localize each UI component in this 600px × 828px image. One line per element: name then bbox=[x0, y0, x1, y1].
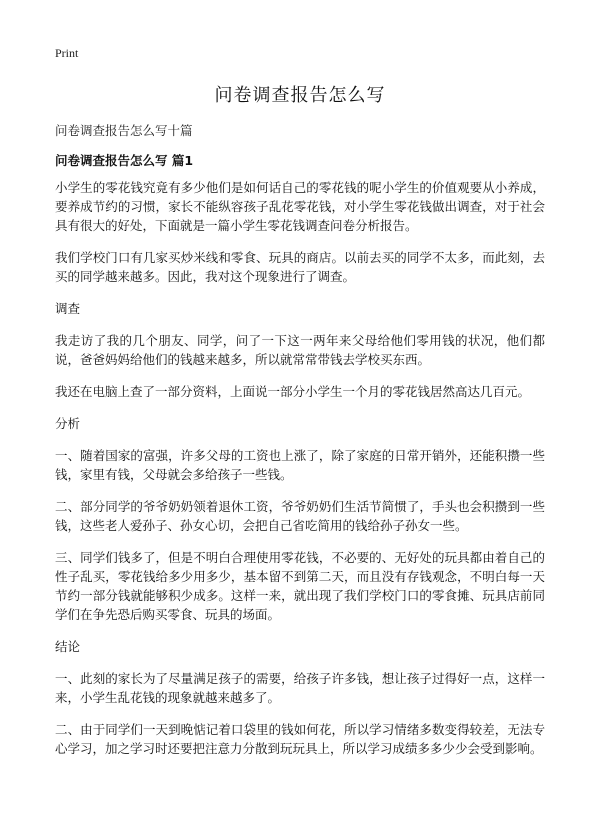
paragraph-conclusion-2: 二、由于同学们一天到晚惦记着口袋里的钱如何花，所以学习情绪多数变得较差，无法专心学习，加之学习时还要把注意力分散到玩玩具上，所以学习成绩多多少少会受到影响。 bbox=[55, 722, 545, 756]
paragraph-background: 我们学校门口有几家买炒米线和零食、玩具的商店。以前去买的同学不太多，而此刻，去买的同学越来越多。因此，我对这个现象进行了调查。 bbox=[55, 250, 545, 284]
paragraph-conclusion-1: 一、此刻的家长为了尽量满足孩子的需要，给孩子许多钱，想让孩子过得好一点，这样一来，小学生乱花钱的现象就越来越多了。 bbox=[55, 671, 545, 705]
heading-survey: 调查 bbox=[55, 301, 81, 316]
paragraph-analysis-3: 三、同学们钱多了，但是不明白合理使用零花钱，不必要的、无好处的玩具都由着自己的性子乱买，零花钱给多少用多少，基本留不到第二天，而且没有存钱观念，不明白每一天节约一部分钱就能够积少成多。这样一来，就出现了我们学校门口的零食摊、玩具店前同学们在争先恐后购买零食、玩具的场面。 bbox=[55, 550, 545, 622]
paragraph-survey-1: 我走访了我的几个朋友、同学，问了一下这一两年来父母给他们零用钱的状况，他们都说，爸爸妈妈给他们的钱越来越多，所以就常常带钱去学校买东西。 bbox=[55, 333, 545, 367]
document-subtitle: 问卷调查报告怎么写十篇 bbox=[55, 123, 193, 138]
paragraph-analysis-1: 一、随着国家的富强，许多父母的工资也上涨了，除了家庭的日常开销外，还能积攒一些钱，家里有钱，父母就会多给孩子一些钱。 bbox=[55, 448, 545, 482]
section-heading: 问卷调查报告怎么写 篇1 bbox=[55, 153, 194, 168]
paragraph-analysis-2: 二、部分同学的爷爷奶奶领着退休工资，爷爷奶奶们生活节简惯了，手头也会积攒到一些钱，这些老人爱孙子、孙女心切，会把自己省吃简用的钱给孙子孙女一些。 bbox=[55, 499, 545, 533]
heading-analysis: 分析 bbox=[55, 416, 81, 431]
page-title: 问卷调查报告怎么写 bbox=[214, 85, 386, 106]
print-link[interactable]: Print bbox=[55, 46, 79, 60]
document-body bbox=[55, 178, 545, 771]
paragraph-survey-2: 我还在电脑上查了一部分资料，上面说一部分小学生一个月的零花钱居然高达几百元。 bbox=[55, 384, 531, 399]
heading-conclusion: 结论 bbox=[55, 639, 81, 654]
paragraph-intro: 小学生的零花钱究竟有多少他们是如何话自己的零花钱的呢小学生的价值观要从小养成，要养成节约的习惯，家长不能纵容孩子乱花零花钱，对小学生零花钱做出调查，对于社会具有很大的好处，下面就是一篇小学生零花钱调查问卷分析报告。 bbox=[55, 180, 545, 233]
